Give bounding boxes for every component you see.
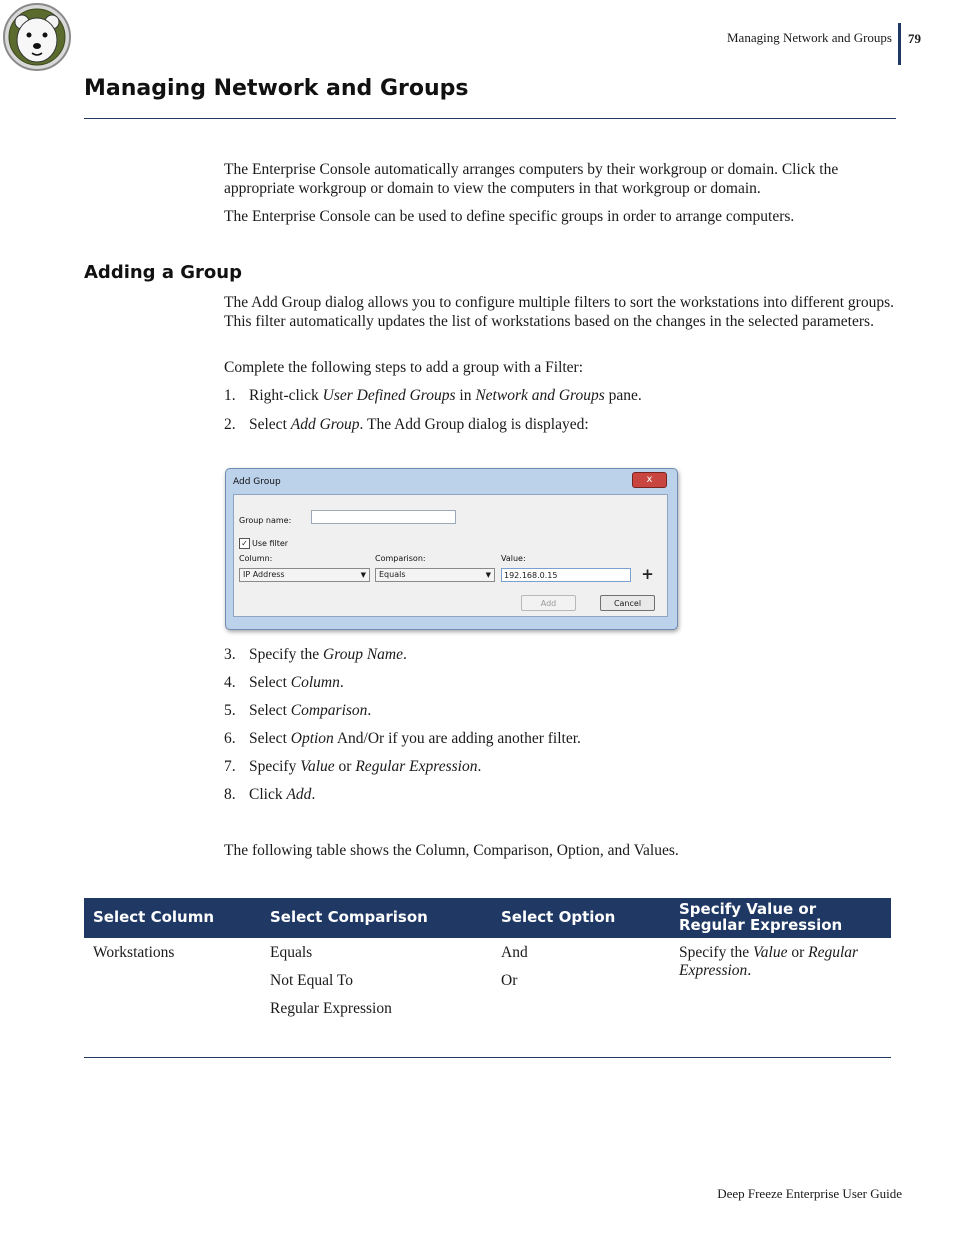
table-header-value: Specify Value or Regular Expression: [679, 900, 843, 934]
step-3: 3. Specify the Group Name.: [224, 646, 407, 663]
polar-bear-logo-icon: [2, 2, 72, 72]
section-paragraph-2: Complete the following steps to add a group with a Filter:: [224, 359, 584, 376]
table-cell-option-2: Or: [501, 972, 518, 989]
table-header-comparison: Select Comparison: [270, 908, 428, 926]
cancel-button[interactable]: Cancel: [600, 595, 655, 611]
dialog-title: Add Group: [233, 477, 281, 487]
step-7: 7. Specify Value or Regular Expression.: [224, 758, 482, 775]
step-8: 8. Click Add.: [224, 786, 316, 803]
use-filter-label: Use filter: [252, 539, 289, 548]
column-label: Column:: [239, 554, 273, 563]
section-paragraph-1: The Add Group dialog allows you to configure multiple filters to sort the workstations into different groups. This filter automatically updates the list of workstations based on the changes in the selected parameters.: [224, 294, 894, 330]
comparison-label: Comparison:: [375, 554, 426, 563]
value-label: Value:: [501, 554, 526, 563]
table-cell-value: Specify the Value or Regular Expression.: [679, 944, 859, 979]
table-bottom-rule: [84, 1057, 891, 1058]
title-rule: [84, 118, 896, 119]
table-cell-comparison-3: Regular Expression: [270, 1000, 392, 1017]
group-name-input[interactable]: [311, 510, 456, 524]
add-group-dialog: [225, 468, 678, 630]
table-cell-option-1: And: [501, 944, 528, 961]
header-divider: [898, 23, 901, 65]
dialog-body: [233, 494, 668, 617]
step-4: 4. Select Column.: [224, 674, 344, 691]
group-name-label: Group name:: [239, 516, 292, 525]
close-icon[interactable]: x: [632, 472, 667, 488]
table-cell-comparison-1: Equals: [270, 944, 313, 961]
comparison-select[interactable]: Equals ▼: [375, 568, 495, 582]
step-6: 6. Select Option And/Or if you are adding another filter.: [224, 730, 581, 747]
column-select[interactable]: IP Address ▼: [239, 568, 370, 582]
section-heading: Adding a Group: [84, 262, 242, 283]
add-button[interactable]: Add: [521, 595, 576, 611]
intro-paragraph-1: The Enterprise Console automatically arranges computers by their workgroup or domain. Click the appropriate workgroup or domain to view the computers in that workgroup or domain.: [224, 161, 839, 197]
page-number: 79: [908, 31, 921, 46]
plus-icon[interactable]: +: [641, 565, 654, 583]
dropdown-arrow-icon: ▼: [485, 571, 491, 579]
step-1: 1. Right-click User Defined Groups in Network and Groups pane.: [224, 387, 642, 404]
step-5: 5. Select Comparison.: [224, 702, 372, 719]
table-cell-comparison-2: Not Equal To: [270, 972, 354, 989]
dropdown-arrow-icon: ▼: [360, 571, 366, 579]
table-header-row: [84, 898, 891, 938]
running-header-title: Managing Network and Groups: [727, 30, 892, 45]
table-intro: The following table shows the Column, Comparison, Option, and Values.: [224, 842, 679, 859]
value-input[interactable]: 192.168.0.15: [501, 568, 631, 582]
checkbox-icon[interactable]: ✓: [239, 538, 250, 549]
step-2: 2. Select Add Group. The Add Group dialog is displayed:: [224, 416, 589, 433]
table-header-column: Select Column: [93, 908, 215, 926]
intro-paragraph-2: The Enterprise Console can be used to define specific groups in order to arrange computers.: [224, 208, 795, 225]
table-cell-column: Workstations: [93, 944, 175, 961]
table-header-option: Select Option: [501, 908, 616, 926]
page-title: Managing Network and Groups: [84, 76, 469, 101]
footer-title: Deep Freeze Enterprise User Guide: [717, 1186, 902, 1201]
